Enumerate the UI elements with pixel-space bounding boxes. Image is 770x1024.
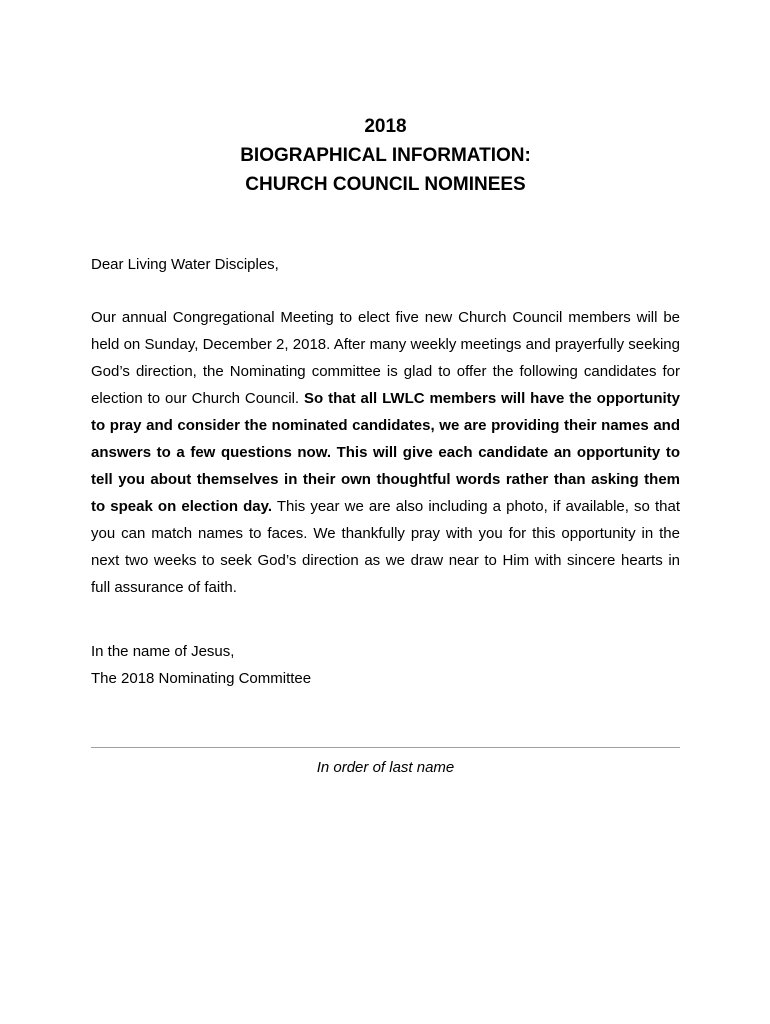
sort-order-note: In order of last name bbox=[316, 759, 455, 776]
body-segment-bold: So that all LWLC members will have the opportunity to pray and consider the nominated candidates, we are providing their names and answers to a few questions now. This will give each candidate an opportunity to tell you about themselves in their own thoughtful words rather than asking them to speak on election day. bbox=[91, 390, 680, 515]
body-segment-regular-1: Our annual Congregational Meeting to elect five new Church Council members will be held on Sunday, December 2, 2018. After many weekly meetings and prayerfully seeking God’s direction, the Nominating committee is glad to offer the following candidates for election to our Church Council. bbox=[91, 309, 680, 407]
salutation: Dear Living Water Disciples, bbox=[91, 256, 279, 273]
closing-block bbox=[91, 638, 680, 692]
body-segment-regular-2: This year we are also including a photo, if available, so that you can match names to faces. We thankfully pray with you for this opportunity in the next two weeks to seek God’s direction as we draw near to Him with sincere hearts in full assurance of faith. bbox=[91, 498, 680, 596]
body-paragraph bbox=[91, 304, 680, 601]
title-line-nominees: CHURCH COUNCIL NOMINEES bbox=[245, 174, 526, 195]
closing-line-committee: The 2018 Nominating Committee bbox=[91, 670, 312, 687]
closing-line-jesus: In the name of Jesus, bbox=[91, 643, 235, 660]
section-divider bbox=[91, 747, 680, 748]
title-line-year: 2018 bbox=[364, 116, 407, 137]
document-title bbox=[91, 112, 680, 199]
title-line-biographical: BIOGRAPHICAL INFORMATION: bbox=[240, 145, 531, 166]
